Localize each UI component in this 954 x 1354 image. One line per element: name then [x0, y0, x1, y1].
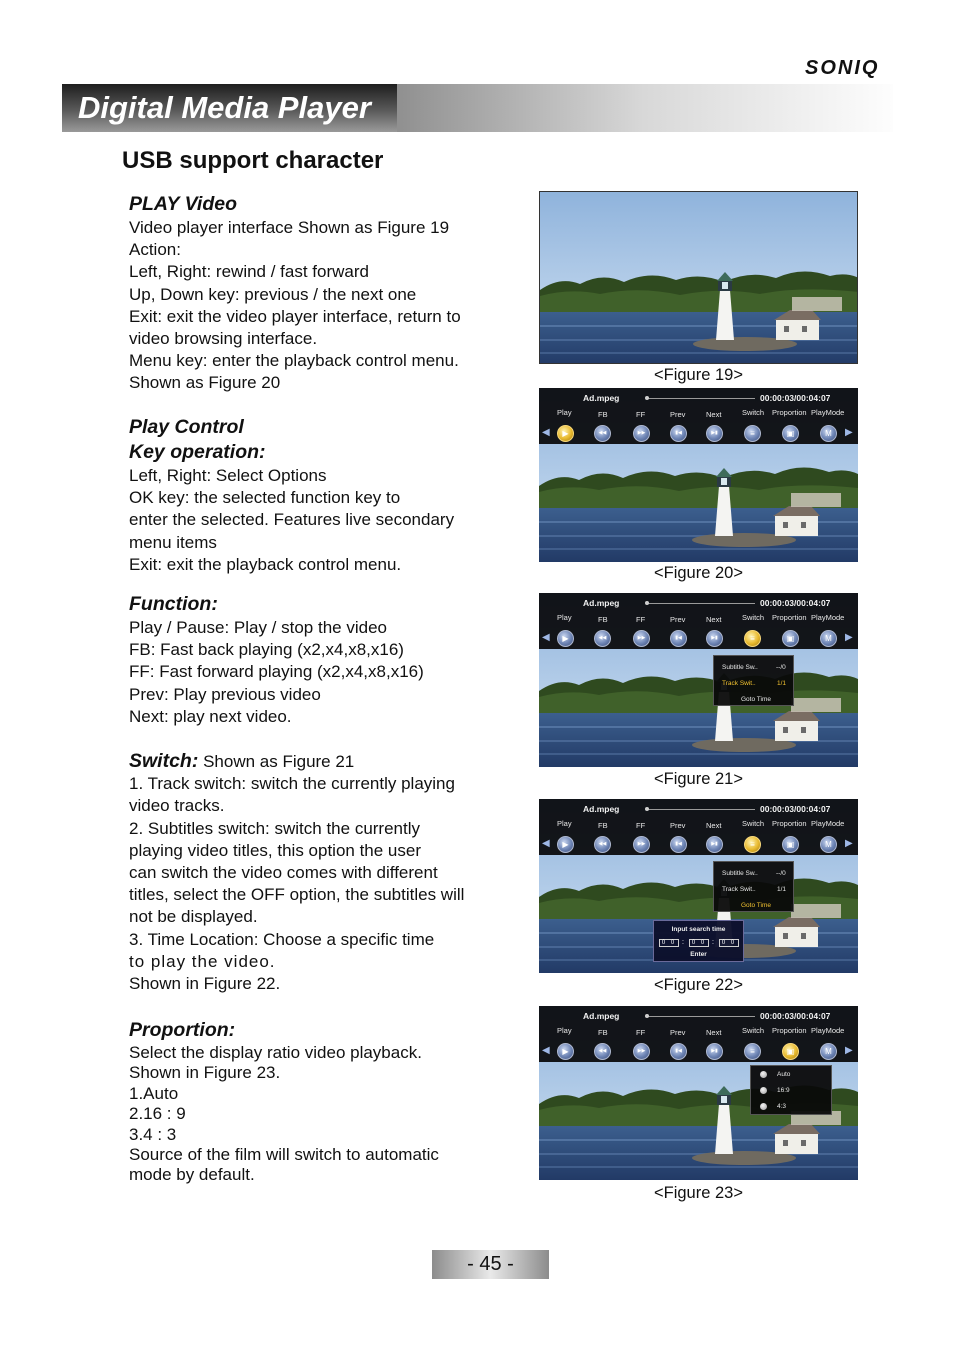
page-title: Digital Media Player: [78, 90, 371, 125]
scroll-left-icon[interactable]: ◀: [542, 838, 550, 849]
next-icon[interactable]: ▶▮: [706, 425, 723, 442]
play-control-heading: Play Control: [129, 416, 244, 438]
control-label: Prev: [670, 410, 686, 419]
player-control-bar: [539, 593, 858, 649]
function-line: Prev: Play previous video: [129, 684, 321, 704]
figure-23-proportion-menu: [539, 1006, 858, 1180]
control-label: FB: [598, 1028, 608, 1037]
figure-23-caption: <Figure 23>: [654, 1184, 743, 1202]
progress-handle[interactable]: [645, 396, 649, 400]
track-switch-option[interactable]: Track Swit..: [722, 680, 756, 687]
function-line: Play / Pause: Play / stop the video: [129, 618, 387, 637]
control-label: Next: [706, 821, 722, 830]
video-scene-image: [540, 192, 858, 364]
figure-21-caption: <Figure 21>: [654, 770, 743, 788]
control-label: Switch: [742, 408, 765, 417]
next-icon[interactable]: ▶▮: [706, 836, 723, 853]
control-label: FB: [598, 821, 608, 830]
proportion-line: 2.16 : 9: [129, 1104, 186, 1124]
play-mode-icon[interactable]: M: [820, 630, 837, 647]
playback-time: 00:00:03/00:04:07: [760, 1011, 831, 1021]
previous-icon[interactable]: ▮◀: [670, 1043, 687, 1060]
switch-section: [129, 750, 509, 995]
scroll-right-icon[interactable]: ▶: [845, 427, 853, 438]
control-label: Switch: [742, 1026, 765, 1035]
fast-back-icon[interactable]: ◀◀: [594, 630, 611, 647]
function-line: Next: play next video.: [129, 706, 292, 726]
figure-19-caption: <Figure 19>: [654, 366, 743, 384]
play-video-line: Left, Right: rewind / fast forward: [129, 262, 369, 282]
fast-forward-icon[interactable]: ▶▶: [633, 836, 650, 853]
play-control-line: enter the selected. Features live secondary: [129, 510, 455, 530]
proportion-line: 1.Auto: [129, 1083, 179, 1103]
switch-line: Shown in Figure 22.: [129, 974, 281, 994]
control-label: FB: [598, 410, 608, 419]
player-control-bar: [539, 388, 858, 444]
control-label: Switch: [742, 613, 765, 622]
play-video-line: Menu key: enter the playback control menu.: [129, 351, 459, 371]
enter-button[interactable]: Enter: [690, 951, 707, 958]
previous-icon[interactable]: ▮◀: [670, 630, 687, 647]
play-icon[interactable]: ▶: [557, 425, 574, 442]
control-label: Play: [557, 408, 572, 417]
control-label: FB: [598, 615, 608, 624]
switch-heading: Switch:: [129, 750, 199, 772]
goto-time-option[interactable]: Goto Time: [741, 696, 771, 703]
control-label: Play: [557, 613, 572, 622]
switch-line: 3. Time Location: Choose a specific time: [129, 929, 435, 949]
section-heading: USB support character: [122, 147, 384, 174]
play-control-line: menu items: [129, 532, 217, 552]
switch-line: 2. Subtitles switch: switch the currently: [129, 818, 421, 838]
playback-time: 00:00:03/00:04:07: [760, 598, 831, 608]
progress-handle[interactable]: [645, 601, 649, 605]
play-mode-icon[interactable]: M: [820, 1043, 837, 1060]
scroll-left-icon[interactable]: ◀: [542, 632, 550, 643]
proportion-section: [129, 1018, 509, 1186]
scroll-right-icon[interactable]: ▶: [845, 632, 853, 643]
switch-heading-suffix: Shown as Figure 21: [198, 752, 355, 771]
play-mode-icon[interactable]: M: [820, 425, 837, 442]
control-label: Next: [706, 410, 722, 419]
control-label: FF: [636, 821, 646, 830]
switch-line: not be displayed.: [129, 907, 258, 927]
fast-back-icon[interactable]: ◀◀: [594, 425, 611, 442]
proportion-icon[interactable]: ▣: [782, 836, 799, 853]
proportion-option-4-3[interactable]: 4:3: [777, 1103, 787, 1110]
previous-icon[interactable]: ▮◀: [670, 836, 687, 853]
control-label: Switch: [742, 819, 765, 828]
switch-submenu[interactable]: [713, 861, 794, 912]
scroll-right-icon[interactable]: ▶: [845, 1045, 853, 1056]
fast-forward-icon[interactable]: ▶▶: [633, 1043, 650, 1060]
player-control-bar: [539, 799, 858, 855]
figure-20-play-control: [539, 388, 858, 562]
proportion-option-16-9[interactable]: 16:9: [777, 1087, 790, 1094]
figure-20-caption: <Figure 20>: [654, 564, 743, 582]
proportion-icon[interactable]: ▣: [782, 1043, 799, 1060]
control-label: FF: [636, 615, 646, 624]
play-video-line: Up, Down key: previous / the next one: [129, 284, 417, 304]
figure-22-caption: <Figure 22>: [654, 976, 743, 994]
proportion-line: Select the display ratio video playback.: [129, 1043, 422, 1062]
play-control-line: OK key: the selected function key to: [129, 488, 401, 508]
scroll-left-icon[interactable]: ◀: [542, 1045, 550, 1056]
progress-handle[interactable]: [645, 807, 649, 811]
play-video-line: Exit: exit the video player interface, return to: [129, 306, 461, 326]
goto-time-option[interactable]: Goto Time: [741, 902, 771, 909]
file-name: Ad.mpeg: [583, 1011, 620, 1021]
radio-icon: [760, 1087, 767, 1094]
progress-handle[interactable]: [645, 1014, 649, 1018]
function-heading: Function:: [129, 593, 218, 615]
progress-track[interactable]: [647, 1016, 755, 1017]
play-icon[interactable]: ▶: [557, 1043, 574, 1060]
next-icon[interactable]: ▶▮: [706, 630, 723, 647]
track-switch-value: 1/1: [777, 680, 787, 687]
hours-field[interactable]: 0 0: [659, 939, 679, 947]
switch-line: to play the video.: [129, 951, 276, 971]
play-icon[interactable]: ▶: [557, 630, 574, 647]
key-operation-heading: Key operation:: [129, 441, 266, 463]
switch-submenu[interactable]: [713, 655, 794, 706]
proportion-line: Shown in Figure 23.: [129, 1063, 281, 1083]
control-label: Prev: [670, 1028, 686, 1037]
control-label: Proportion: [772, 408, 807, 417]
radio-icon: [760, 1071, 767, 1078]
time-separator: :: [712, 939, 714, 946]
proportion-line: Source of the film will switch to automatic: [129, 1145, 439, 1165]
switch-line: 1. Track switch: switch the currently playing: [129, 774, 455, 794]
switch-heading-line: [129, 750, 509, 773]
proportion-option-auto[interactable]: Auto: [777, 1071, 791, 1078]
subtitle-switch-value: --/0: [776, 664, 786, 671]
switch-icon[interactable]: ≡: [744, 836, 761, 853]
player-control-bar: [539, 1006, 858, 1062]
fast-forward-icon[interactable]: ▶▶: [633, 630, 650, 647]
play-video-line: Shown as Figure 20: [129, 373, 281, 393]
track-switch-option[interactable]: Track Swit..: [722, 886, 756, 893]
fast-back-icon[interactable]: ◀◀: [594, 836, 611, 853]
play-video-heading: PLAY Video: [129, 193, 237, 215]
control-label: PlayMode: [811, 819, 845, 828]
page-number: - 45 -: [467, 1253, 514, 1275]
control-label: Next: [706, 615, 722, 624]
figure-22-goto-time: [539, 799, 858, 973]
play-video-line: Action:: [129, 240, 181, 260]
control-label: Proportion: [772, 819, 807, 828]
minutes-field[interactable]: 0 0: [689, 939, 709, 947]
track-switch-value: 1/1: [777, 886, 787, 893]
function-line: FF: Fast forward playing (x2,x4,x8,x16): [129, 662, 424, 682]
switch-line: playing video titles, this option the user: [129, 840, 422, 860]
control-label: Proportion: [772, 613, 807, 622]
next-icon[interactable]: ▶▮: [706, 1043, 723, 1060]
proportion-icon[interactable]: ▣: [782, 630, 799, 647]
play-mode-icon[interactable]: M: [820, 836, 837, 853]
brand-logo: SONIQ: [805, 57, 880, 79]
control-label: FF: [636, 1028, 646, 1037]
progress-track[interactable]: [647, 398, 755, 399]
control-label: Prev: [670, 615, 686, 624]
proportion-heading: Proportion:: [129, 1019, 236, 1041]
control-label: PlayMode: [811, 613, 845, 622]
fast-back-icon[interactable]: ◀◀: [594, 1043, 611, 1060]
switch-line: titles, select the OFF option, the subtitles will: [129, 885, 465, 905]
seconds-field[interactable]: 0 0: [719, 939, 739, 947]
play-video-section: [129, 192, 509, 395]
file-name: Ad.mpeg: [583, 393, 620, 403]
switch-line: video tracks.: [129, 796, 225, 816]
function-section: [129, 592, 509, 728]
radio-icon: [760, 1103, 767, 1110]
subtitle-switch-value: --/0: [776, 870, 786, 877]
figure-19-video-frame: [539, 191, 858, 364]
control-label: Play: [557, 819, 572, 828]
control-label: FF: [636, 410, 646, 419]
subtitle-switch-option[interactable]: Subtitle Sw..: [722, 870, 758, 877]
proportion-submenu[interactable]: [750, 1065, 832, 1115]
function-line: FB: Fast back playing (x2,x4,x8,x16): [129, 640, 404, 660]
play-icon[interactable]: ▶: [557, 836, 574, 853]
subtitle-switch-option[interactable]: Subtitle Sw..: [722, 664, 758, 671]
scroll-left-icon[interactable]: ◀: [542, 427, 550, 438]
proportion-icon[interactable]: ▣: [782, 425, 799, 442]
switch-icon[interactable]: ≡: [744, 1043, 761, 1060]
previous-icon[interactable]: ▮◀: [670, 425, 687, 442]
proportion-line: mode by default.: [129, 1165, 255, 1185]
playback-time: 00:00:03/00:04:07: [760, 804, 831, 814]
scroll-right-icon[interactable]: ▶: [845, 838, 853, 849]
file-name: Ad.mpeg: [583, 804, 620, 814]
control-label: Play: [557, 1026, 572, 1035]
play-video-line: video browsing interface.: [129, 329, 318, 349]
control-label: Next: [706, 1028, 722, 1037]
progress-track[interactable]: [647, 809, 755, 810]
control-label: Prev: [670, 821, 686, 830]
switch-icon[interactable]: ≡: [744, 630, 761, 647]
file-name: Ad.mpeg: [583, 598, 620, 608]
control-label: PlayMode: [811, 1026, 845, 1035]
switch-icon[interactable]: ≡: [744, 425, 761, 442]
progress-track[interactable]: [647, 603, 755, 604]
play-video-line: Video player interface Shown as Figure 19: [129, 218, 450, 237]
time-separator: :: [682, 939, 684, 946]
play-control-section: [129, 415, 509, 576]
switch-line: can switch the video comes with different: [129, 863, 438, 883]
control-label: Proportion: [772, 1026, 807, 1035]
playback-time: 00:00:03/00:04:07: [760, 393, 831, 403]
time-input-title: Input search time: [671, 926, 726, 933]
time-input-dialog: [653, 920, 744, 962]
play-control-line: Exit: exit the playback control menu.: [129, 554, 402, 574]
fast-forward-icon[interactable]: ▶▶: [633, 425, 650, 442]
play-control-line: Left, Right: Select Options: [129, 466, 327, 485]
proportion-line: 3.4 : 3: [129, 1124, 177, 1144]
figure-21-switch-menu: [539, 593, 858, 767]
control-label: PlayMode: [811, 408, 845, 417]
